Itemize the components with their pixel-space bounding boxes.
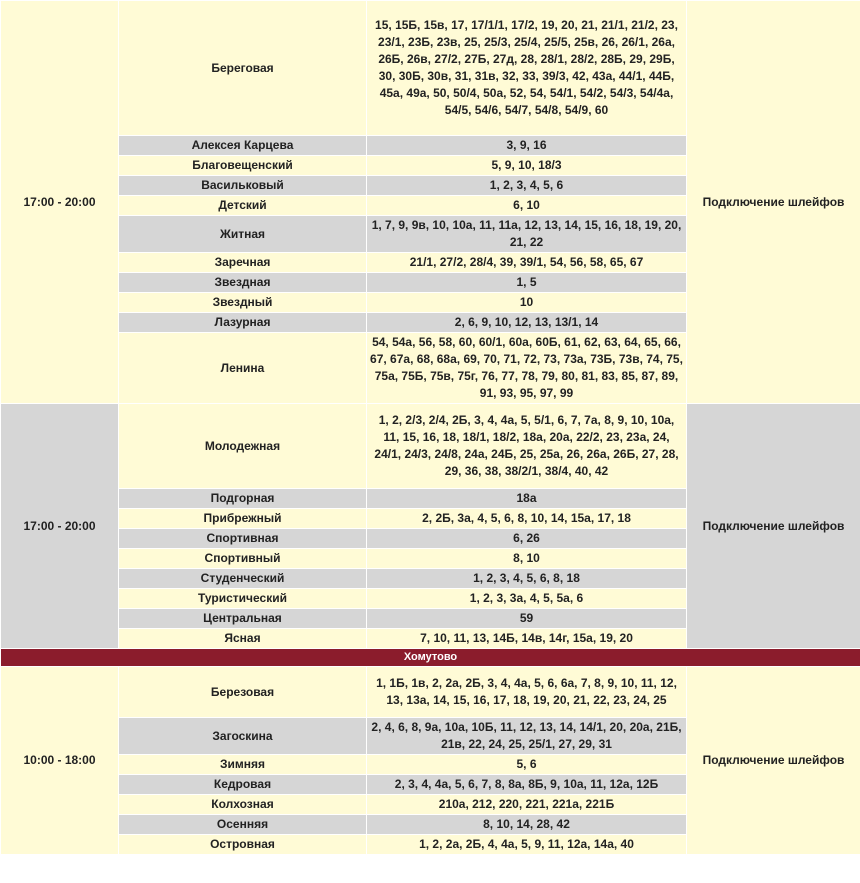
house-numbers-cell: 2, 2Б, 3а, 4, 5, 6, 8, 10, 14, 15а, 17, 18 [367,509,687,529]
street-cell: Центральная [119,609,367,629]
house-numbers-cell: 1, 2, 2а, 2Б, 4, 4а, 5, 9, 11, 12а, 14а, 40 [367,835,687,855]
street-cell: Благовещенский [119,156,367,176]
house-numbers-cell: 1, 5 [367,273,687,293]
house-numbers-cell: 21/1, 27/2, 28/4, 39, 39/1, 54, 56, 58, 65, 67 [367,253,687,273]
work-type-cell: Подключение шлейфов [687,404,860,649]
schedule-body [1,1,860,855]
work-type-cell: Подключение шлейфов [687,667,860,855]
street-cell: Туристический [119,589,367,609]
house-numbers-cell: 1, 7, 9, 9в, 10, 10а, 11, 11а, 12, 13, 14, 15, 16, 18, 19, 20, 21, 22 [367,216,687,253]
house-numbers-cell: 210а, 212, 220, 221, 221а, 221Б [367,795,687,815]
table-row [1,404,860,489]
street-cell: Детский [119,196,367,216]
house-numbers-cell: 2, 6, 9, 10, 12, 13, 13/1, 14 [367,313,687,333]
house-numbers-cell: 1, 2, 3, 4, 5, 6, 8, 18 [367,569,687,589]
house-numbers-cell: 1, 2, 3, 4, 5, 6 [367,176,687,196]
table-row [1,1,860,136]
street-cell: Заречная [119,253,367,273]
work-type-cell: Подключение шлейфов [687,1,860,404]
section-title: Хомутово [1,649,860,667]
time-window-cell: 17:00 - 20:00 [1,404,119,649]
street-cell: Ленина [119,333,367,404]
house-numbers-cell: 8, 10 [367,549,687,569]
street-cell: Березовая [119,667,367,718]
street-cell: Васильковый [119,176,367,196]
street-cell: Осенняя [119,815,367,835]
street-cell: Житная [119,216,367,253]
house-numbers-cell: 1, 1Б, 1в, 2, 2а, 2Б, 3, 4, 4а, 5, 6, 6а, 7, 8, 9, 10, 11, 12, 13, 13а, 14, 15, 16, 17, 18, 19, 20, 21, 22, 23, 24, 25 [367,667,687,718]
street-cell: Прибрежный [119,509,367,529]
house-numbers-cell: 6, 10 [367,196,687,216]
street-cell: Зимняя [119,755,367,775]
street-cell: Звездная [119,273,367,293]
street-cell: Студенческий [119,569,367,589]
street-cell: Алексея Карцева [119,136,367,156]
street-cell: Колхозная [119,795,367,815]
street-cell: Спортивный [119,549,367,569]
section-header-row [1,649,860,667]
house-numbers-cell: 6, 26 [367,529,687,549]
house-numbers-cell: 18а [367,489,687,509]
house-numbers-cell: 5, 9, 10, 18/3 [367,156,687,176]
street-cell: Островная [119,835,367,855]
time-window-cell: 10:00 - 18:00 [1,667,119,855]
house-numbers-cell: 3, 9, 16 [367,136,687,156]
street-cell: Ясная [119,629,367,649]
house-numbers-cell: 2, 4, 6, 8, 9а, 10а, 10Б, 11, 12, 13, 14, 14/1, 20, 20а, 21Б, 21в, 22, 24, 25, 25/1, 27, 29, 31 [367,718,687,755]
time-window-cell: 17:00 - 20:00 [1,1,119,404]
street-cell: Молодежная [119,404,367,489]
street-cell: Спортивная [119,529,367,549]
house-numbers-cell: 5, 6 [367,755,687,775]
street-cell: Подгорная [119,489,367,509]
street-cell: Кедровая [119,775,367,795]
house-numbers-cell: 2, 3, 4, 4а, 5, 6, 7, 8, 8а, 8Б, 9, 10а, 11, 12а, 12Б [367,775,687,795]
street-cell: Лазурная [119,313,367,333]
house-numbers-cell: 1, 2, 2/3, 2/4, 2Б, 3, 4, 4а, 5, 5/1, 6, 7, 7а, 8, 9, 10, 10а, 11, 15, 16, 18, 18/1, 18/2, 18а, 20а, 22/2, 23, 23а, 24, 24/1, 24/3, 24/8, 24а, 24Б, 25, 25а, 26, 26а, 26Б, 27, 28, 29, 36, 38, 38/2/1, 38/4, 40, 42 [367,404,687,489]
street-cell: Звездный [119,293,367,313]
street-cell: Береговая [119,1,367,136]
house-numbers-cell: 7, 10, 11, 13, 14Б, 14в, 14г, 15а, 19, 20 [367,629,687,649]
house-numbers-cell: 59 [367,609,687,629]
house-numbers-cell: 54, 54а, 56, 58, 60, 60/1, 60а, 60Б, 61, 62, 63, 64, 65, 66, 67, 67а, 68, 68а, 69, 70, 71, 72, 73, 73а, 73Б, 73в, 74, 75, 75а, 75Б, 75в, 75г, 76, 77, 78, 79, 80, 81, 83, 85, 87, 89, 91, 93, 95, 97, 99 [367,333,687,404]
street-cell: Загоскина [119,718,367,755]
house-numbers-cell: 8, 10, 14, 28, 42 [367,815,687,835]
house-numbers-cell: 15, 15Б, 15в, 17, 17/1/1, 17/2, 19, 20, 21, 21/1, 21/2, 23, 23/1, 23Б, 23в, 25, 25/3, 25/4, 25/5, 25в, 26, 26/1, 26а, 26Б, 26в, 27/2, 27Б, 27д, 28, 28/1, 28/2, 28Б, 29, 29Б, 30, 30Б, 30в, 31, 31в, 32, 33, 39/3, 42, 43а, 44/1, 44Б, 45а, 49а, 50, 50/4, 50а, 52, 54, 54/1, 54/2, 54/3, 54/4а, 54/5, 54/6, 54/7, 54/8, 54/9, 60 [367,1,687,136]
house-numbers-cell: 10 [367,293,687,313]
house-numbers-cell: 1, 2, 3, 3а, 4, 5, 5а, 6 [367,589,687,609]
table-row [1,667,860,718]
